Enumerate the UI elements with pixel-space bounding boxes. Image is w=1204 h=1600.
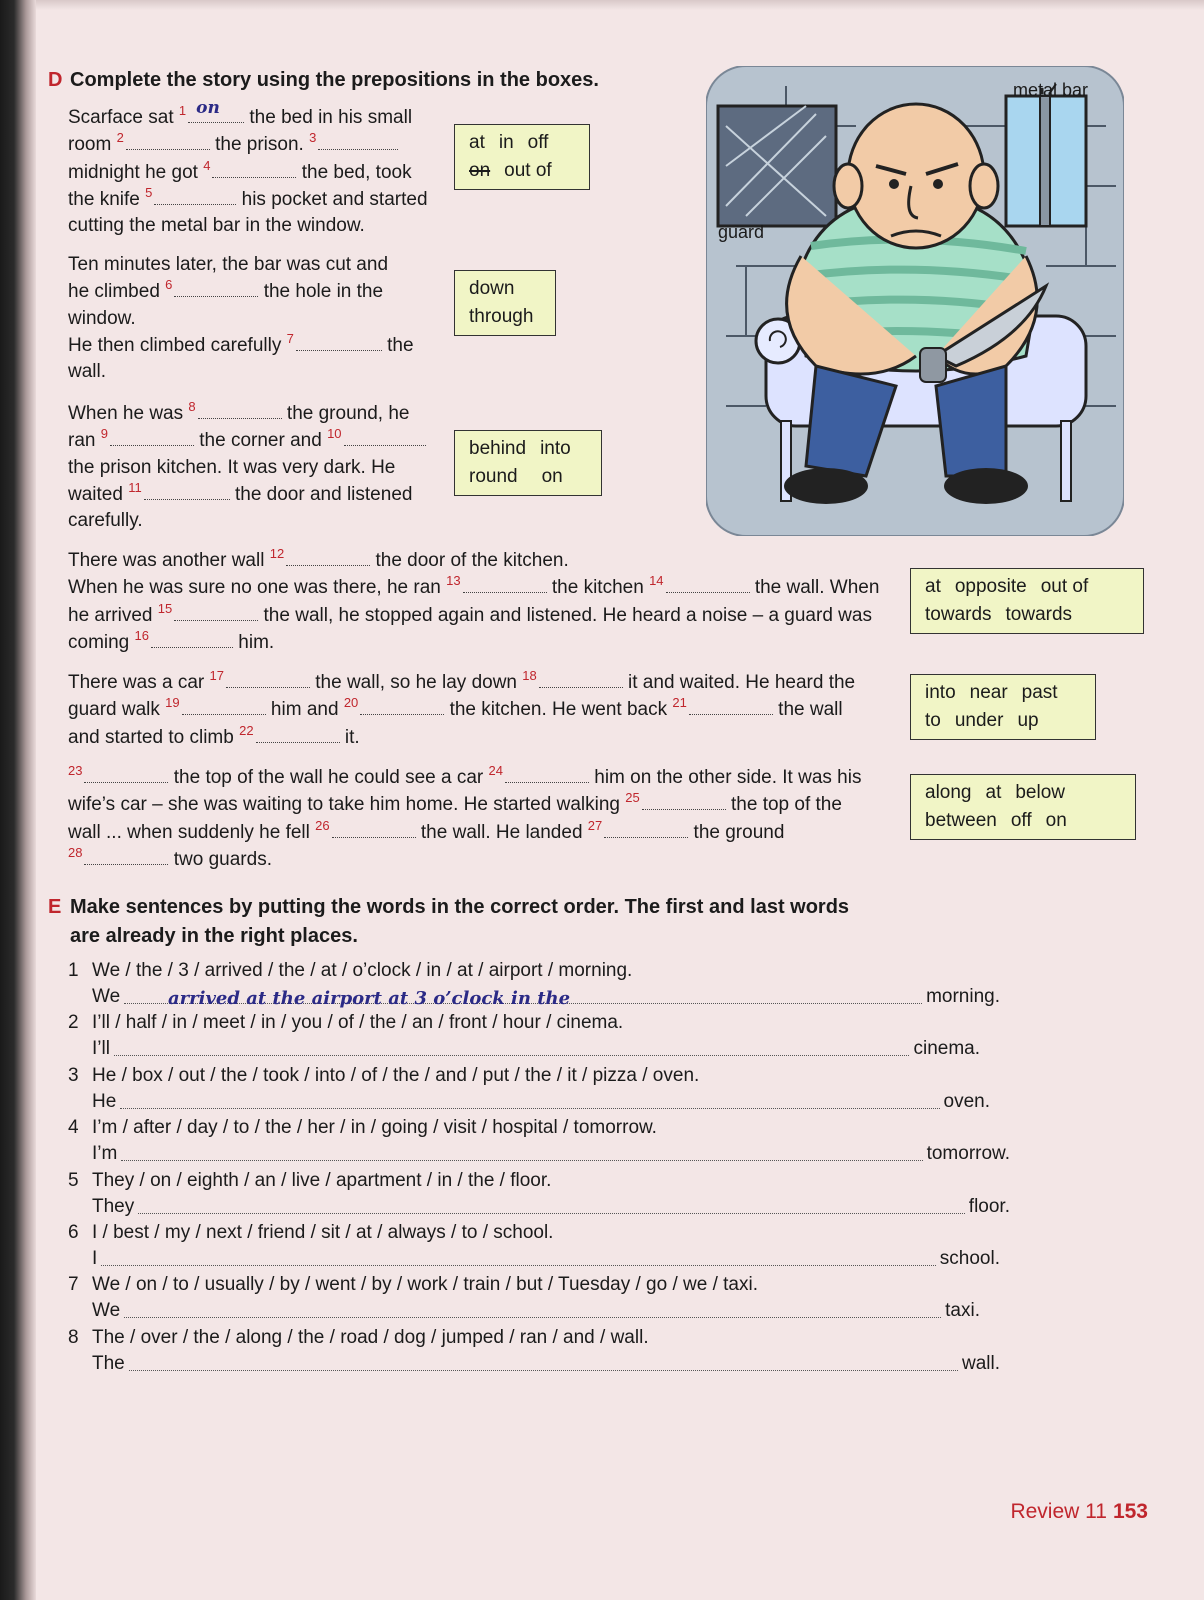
answer-gap-3[interactable] — [318, 131, 398, 150]
guard-drawing — [706, 66, 1124, 536]
word-box-1 — [454, 124, 590, 190]
text: the kitchen. He went back — [449, 699, 668, 721]
gap-number: 19 — [165, 695, 180, 711]
text: him on the other side. It was his — [594, 767, 862, 788]
section-e-instruction-line-2: are already in the right places. — [70, 925, 358, 947]
story-paragraph-3 — [68, 400, 426, 534]
scrambled-words: I’ll / half / in / meet / in / you / of / the / an / front / hour / cinema. — [92, 1012, 624, 1034]
gap-number: 8 — [188, 399, 196, 414]
text: it. — [344, 726, 360, 748]
text: the ground — [693, 821, 785, 843]
text: and started to climb — [68, 726, 234, 748]
answer-line — [92, 1089, 990, 1115]
box-word: down — [469, 278, 515, 299]
text: carefully. — [68, 510, 143, 532]
text: the top of the wall he could see a car — [173, 767, 484, 788]
answer-gap-22[interactable] — [256, 724, 340, 743]
answer-gap-6[interactable] — [174, 278, 258, 297]
gap-number: 1 — [178, 103, 187, 118]
section-d-instruction: Complete the story using the prepositions in the boxes. — [70, 69, 599, 91]
text: the door and listened — [234, 483, 413, 505]
gap-number: 9 — [100, 426, 108, 442]
last-word: morning. — [926, 986, 1000, 1007]
story-paragraph-2 — [68, 252, 414, 385]
gap-number: 2 — [116, 130, 124, 146]
item-number: 1 — [68, 960, 79, 981]
answer-gap-9[interactable] — [110, 427, 194, 446]
box-word: on — [1045, 810, 1067, 831]
story-paragraph-5 — [68, 669, 855, 751]
last-word: floor. — [968, 1195, 1010, 1217]
item-number: 4 — [68, 1117, 79, 1139]
answer-gap-11[interactable] — [144, 481, 230, 500]
text: coming — [68, 631, 130, 653]
answer-line — [92, 1351, 1000, 1377]
box-word-crossed-out: on — [469, 160, 491, 181]
item-number: 6 — [68, 1222, 79, 1243]
text: midnight he got — [68, 161, 198, 183]
text: the wall, he stopped again and listened. He heard a noise – a guard was — [263, 604, 872, 626]
gap-number: 27 — [587, 817, 603, 833]
gap-number: 23 — [68, 763, 83, 778]
answer-field[interactable] — [114, 1055, 910, 1056]
text: him and — [270, 699, 339, 721]
text: When he was sure no one was there, he ran — [68, 577, 441, 599]
text: wall ... when suddenly he fell — [68, 821, 310, 843]
item-number: 2 — [68, 1012, 79, 1034]
answer-gap-23[interactable] — [84, 764, 168, 783]
item-number: 5 — [68, 1169, 79, 1191]
first-word: The — [92, 1352, 125, 1374]
word-box-3 — [454, 430, 602, 496]
text: wall. — [68, 361, 107, 383]
item-number: 7 — [68, 1274, 79, 1296]
answer-gap-5[interactable] — [154, 186, 236, 205]
box-word: off — [527, 132, 549, 153]
item-number: 8 — [68, 1326, 79, 1348]
text: the bed, took — [301, 161, 412, 183]
last-word: oven. — [943, 1090, 990, 1112]
text: the kitchen — [551, 577, 644, 599]
gap-number: 21 — [672, 695, 687, 711]
scrambled-words: We / the / 3 / arrived / the / at / o’clock / in / at / airport / morning. — [92, 960, 633, 981]
box-word: below — [1015, 782, 1066, 803]
answer-gap-14[interactable] — [666, 574, 750, 593]
text: the hole in the — [263, 281, 384, 303]
answer-gap-28[interactable] — [84, 846, 168, 865]
section-e-letter: E — [48, 896, 62, 918]
answer-gap-12[interactable] — [286, 547, 370, 566]
text: waited — [68, 483, 123, 505]
box-word: towards — [925, 604, 992, 625]
last-word: wall. — [961, 1352, 1000, 1374]
text: the bed in his small — [249, 107, 413, 128]
gap-number: 14 — [649, 573, 664, 589]
text: window. — [68, 307, 136, 329]
gap-number: 22 — [239, 722, 254, 738]
text: his pocket and started — [241, 188, 428, 210]
answer-line — [92, 1194, 1010, 1220]
gap-number: 15 — [157, 600, 173, 616]
text: guard walk — [68, 699, 160, 721]
answer-gap-25[interactable] — [642, 791, 726, 810]
text: the wall. He landed — [420, 821, 583, 843]
text: There was another wall — [68, 550, 265, 571]
handwritten-answer: arrived at the airport at 3 o’clock in the — [168, 988, 571, 1009]
exercise-item — [68, 1010, 980, 1062]
text: the door of the kitchen. — [375, 550, 569, 571]
box-word: past — [1021, 682, 1058, 703]
text: the wall — [778, 699, 843, 721]
box-word: under — [954, 710, 1004, 731]
text: Scarface sat — [68, 107, 174, 128]
text: two guards. — [173, 848, 272, 870]
gap-number: 5 — [145, 184, 153, 200]
answer-field[interactable] — [101, 1265, 936, 1266]
gap-number: 11 — [128, 479, 142, 495]
gap-number: 18 — [522, 668, 537, 683]
answer-gap-27[interactable] — [604, 819, 688, 838]
scrambled-words: They / on / eighth / an / live / apartment / in / the / floor. — [92, 1169, 552, 1191]
exercise-item — [68, 1220, 1000, 1272]
answer-field[interactable] — [129, 1370, 958, 1371]
box-word: off — [1010, 810, 1032, 831]
answer-gap-26[interactable] — [332, 819, 416, 838]
word-box-5 — [910, 674, 1096, 740]
first-word: We — [92, 1300, 121, 1322]
answer-gap-17[interactable] — [226, 669, 310, 688]
last-word: school. — [939, 1248, 1000, 1269]
review-label: Review 11 — [1010, 1500, 1107, 1523]
box-word: at — [985, 782, 1002, 803]
box-word: at — [925, 576, 941, 597]
last-word: taxi. — [945, 1300, 980, 1322]
box-word: at — [469, 132, 485, 153]
box-word: up — [1017, 710, 1039, 731]
answer-gap-20[interactable] — [360, 696, 444, 715]
text: the — [387, 334, 414, 356]
answer-line — [92, 1141, 1010, 1167]
gap-number: 24 — [488, 763, 503, 778]
box-word: near — [969, 682, 1008, 703]
box-word: along — [925, 782, 972, 803]
first-word: We — [92, 986, 121, 1007]
story-paragraph-4 — [68, 547, 879, 656]
answer-gap-15[interactable] — [174, 602, 258, 621]
story-paragraph-6 — [68, 764, 861, 873]
text: ran — [68, 430, 96, 452]
text: cutting the metal bar in the window. — [68, 215, 365, 237]
gap-number: 4 — [203, 157, 211, 173]
text: he arrived — [68, 604, 153, 626]
answer-gap-19[interactable] — [182, 696, 266, 715]
answer-gap-7[interactable] — [296, 332, 382, 351]
answer-field[interactable] — [138, 1213, 965, 1214]
first-word: They — [92, 1195, 135, 1217]
item-number: 3 — [68, 1064, 79, 1086]
exercise-item — [68, 1115, 1010, 1167]
story-paragraph-1 — [68, 97, 428, 239]
text: the ground, he — [286, 403, 410, 424]
answer-gap-1[interactable] — [188, 97, 244, 123]
text: the corner and — [199, 430, 322, 452]
answer-gap-21[interactable] — [689, 696, 773, 715]
text: There was a car — [68, 672, 205, 693]
label-guard: guard — [718, 222, 765, 242]
scrambled-words: The / over / the / along / the / road / dog / jumped / ran / and / wall. — [92, 1326, 649, 1348]
exercise-item — [68, 1272, 980, 1324]
last-word: cinema. — [913, 1038, 980, 1060]
text: He then climbed carefully — [68, 334, 282, 356]
text: wife’s car – she was waiting to take him home. He started walking — [68, 794, 620, 816]
exercise-item — [68, 958, 1000, 1010]
gap-number: 6 — [165, 277, 173, 293]
page-number: 153 — [1112, 1500, 1148, 1523]
box-word: on — [541, 466, 563, 487]
gap-number: 7 — [286, 330, 294, 346]
box-word: out of — [504, 160, 552, 181]
answer-field[interactable] — [120, 1108, 939, 1109]
section-d-letter: D — [48, 69, 63, 91]
first-word: I’ll — [92, 1038, 110, 1060]
handwritten-answer: on — [196, 97, 220, 118]
text: the top of the — [731, 794, 842, 816]
gap-number: 26 — [315, 817, 330, 833]
section-e-heading — [48, 893, 849, 951]
answer-gap-10[interactable] — [344, 427, 426, 446]
text: the prison. — [215, 134, 304, 156]
answer-line — [92, 984, 1000, 1010]
section-e-instruction-line-1: Make sentences by putting the words in the correct order. The first and last words — [70, 896, 850, 918]
answer-gap-18[interactable] — [539, 669, 623, 688]
label-metal-bar: metal bar — [1012, 80, 1088, 100]
scrambled-words: I’m / after / day / to / the / her / in / going / visit / hospital / tomorrow. — [92, 1117, 657, 1139]
answer-gap-4[interactable] — [212, 159, 296, 178]
first-word: I’m — [92, 1143, 118, 1165]
box-word: out of — [1040, 576, 1089, 597]
box-word: to — [925, 710, 941, 731]
box-word: into — [925, 682, 956, 703]
text: he climbed — [68, 281, 160, 303]
page-top-edge — [36, 0, 1204, 10]
scrambled-words: I / best / my / next / friend / sit / at / always / to / school. — [92, 1222, 554, 1243]
text: him. — [238, 631, 275, 653]
section-d-heading — [48, 66, 599, 95]
guard-illustration — [706, 66, 1124, 536]
gap-number: 12 — [269, 546, 285, 561]
exercise-item — [68, 1168, 1010, 1220]
word-box-2 — [454, 270, 556, 336]
answer-field[interactable] — [124, 1317, 941, 1318]
box-word: between — [925, 810, 997, 831]
text: When he was — [68, 403, 184, 424]
last-word: tomorrow. — [926, 1143, 1010, 1165]
answer-gap-13[interactable] — [463, 574, 547, 593]
box-word: behind — [469, 438, 527, 459]
book-spine-shadow — [0, 0, 36, 1600]
page-footer — [1010, 1500, 1148, 1524]
gap-number: 28 — [68, 844, 83, 860]
answer-gap-16[interactable] — [151, 629, 233, 648]
scrambled-words: He / box / out / the / took / into / of / the / and / put / the / it / pizza / oven. — [92, 1064, 700, 1086]
box-word: into — [540, 438, 571, 459]
gap-number: 3 — [309, 130, 317, 146]
box-word: in — [498, 132, 514, 153]
answer-field[interactable] — [121, 1160, 922, 1161]
first-word: He — [92, 1090, 117, 1112]
text: the wall. When — [754, 577, 880, 599]
answer-gap-2[interactable] — [126, 131, 210, 150]
gap-number: 16 — [134, 627, 149, 643]
box-word: through — [469, 306, 534, 327]
answer-line — [92, 1298, 980, 1324]
first-word: I — [92, 1248, 98, 1269]
text: room — [68, 134, 112, 156]
box-word: towards — [1005, 604, 1073, 625]
gap-number: 20 — [343, 695, 359, 711]
answer-gap-24[interactable] — [505, 764, 589, 783]
text: the wall, so he lay down — [315, 672, 517, 693]
gap-number: 25 — [625, 790, 640, 806]
box-word: round — [469, 466, 518, 487]
word-box-6 — [910, 774, 1136, 840]
word-box-4 — [910, 568, 1144, 634]
answer-line — [92, 1036, 980, 1062]
gap-number: 10 — [327, 426, 342, 442]
box-word: opposite — [954, 576, 1027, 597]
exercise-item — [68, 1063, 990, 1115]
answer-line — [92, 1246, 1000, 1272]
text: Ten minutes later, the bar was cut and — [68, 254, 389, 275]
gap-number: 17 — [209, 668, 224, 683]
scrambled-words: We / on / to / usually / by / went / by / work / train / but / Tuesday / go / we / taxi. — [92, 1274, 759, 1296]
text: it and waited. He heard the — [628, 672, 856, 693]
gap-number: 13 — [446, 573, 461, 589]
exercise-item — [68, 1325, 1000, 1377]
answer-gap-8[interactable] — [198, 400, 282, 419]
text: the knife — [68, 188, 140, 210]
text: the prison kitchen. It was very dark. He — [68, 456, 396, 478]
